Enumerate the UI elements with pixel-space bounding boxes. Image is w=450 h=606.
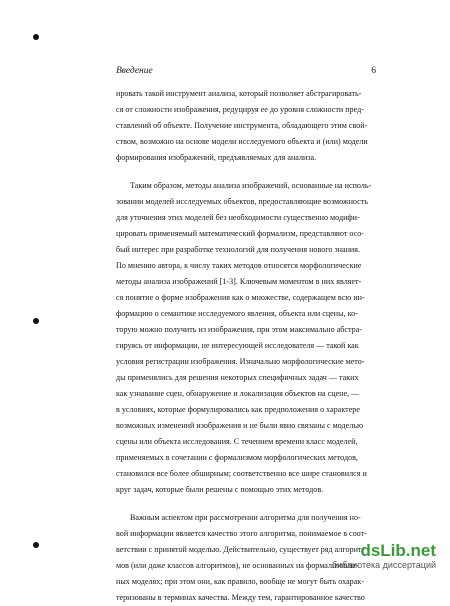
text-line: Таким образом, методы анализа изображений, основанные на исполь- xyxy=(130,181,372,190)
text-line: формацию о семантике исследуемого явления, объекта или сцены, ко- xyxy=(116,309,358,318)
text-line: По мнению автора, к числу таких методов относятся морфологические xyxy=(116,261,362,270)
text-line: вой информации является качество этого алгоритма, понимаемое в соот- xyxy=(116,529,367,538)
punch-hole-mark xyxy=(33,34,39,40)
text-line: ся понятие о форме изображения как о множестве, содержащем всю ин- xyxy=(116,293,365,302)
text-line: как узнавание сцен, обнаружение и локализация объектов на сцене, — xyxy=(116,389,360,398)
text-line: ством, возможно на основе модели исследуемого объекта и (или) модели xyxy=(116,137,368,146)
text-line: мов (или даже классов алгоритмов), не основанных на формализован- xyxy=(116,561,358,570)
page-number: 6 xyxy=(371,66,376,76)
punch-hole-mark xyxy=(33,542,39,548)
text-line: гируясь от информации, не интересующей исследователя — такой как xyxy=(116,341,359,350)
text-line: применяемых в сочетании с формализмом морфологических методов, xyxy=(116,453,358,462)
text-line: становился все более обширным; соответственно все шире становился и xyxy=(116,469,367,478)
running-header xyxy=(116,66,376,80)
watermark xyxy=(316,542,436,572)
text-line: круг задач, которые были решены с помощью этих методов. xyxy=(116,485,324,494)
text-line: методы анализа изображений [1-3]. Ключевым моментом в них являет- xyxy=(116,277,362,286)
text-line: ных моделях; при этом они, как правило, вообще не могут быть охарак- xyxy=(116,577,364,586)
text-line: условия регистрации изображения. Изначально морфологические мето- xyxy=(116,357,365,366)
watermark-tagline: библиотека диссертаций xyxy=(331,560,436,570)
text-line: теризованы в терминах качества. Между тем, гарантированное качество xyxy=(116,593,365,602)
text-line: возможных изменений изображения и не были явно связаны с моделью xyxy=(116,421,363,430)
paragraph-2 xyxy=(116,178,378,498)
text-line: ды применялись для решения некоторых специфичных задач — таких xyxy=(116,373,359,382)
text-line: в условиях, которые формулировались как предположения о характере xyxy=(116,405,360,414)
text-line: бый интерес при разработке технологий для получения нового знания. xyxy=(116,245,360,254)
paragraph-1 xyxy=(116,86,378,166)
section-title: Введение xyxy=(116,66,153,76)
text-line: торую можно получить из изображения, при этом максимально абстра- xyxy=(116,325,362,334)
text-line: Важным аспектом при рассмотрении алгоритма для получения но- xyxy=(130,513,361,522)
text-line: для уточнения этих моделей без необходимости существенно модифи- xyxy=(116,213,360,222)
punch-hole-mark xyxy=(33,318,39,324)
body-text xyxy=(116,86,378,606)
text-line: ся от сложности изображения, редуцируя ее до уровня сложности пред- xyxy=(116,105,364,114)
text-line: ветствии с принятой моделью. Действительно, существует ряд алгорит- xyxy=(116,545,365,554)
text-line: ставлений об объекте. Получение инструмента, обладающего этим свой- xyxy=(116,121,368,130)
text-line: ировать такой инструмент анализа, который позволяет абстрагировать- xyxy=(116,89,362,98)
text-line: зовании моделей исследуемых объектов, предоставляющие возможность xyxy=(116,197,368,206)
text-line: цировать применяемый математический формализм, представляют осо- xyxy=(116,229,364,238)
text-line: сцены или объекта исследования. С течением времени класс моделей, xyxy=(116,437,358,446)
watermark-brand: dsLib.net xyxy=(360,541,436,560)
text-line: формирования изображений, предъявляемых для анализа. xyxy=(116,153,317,162)
